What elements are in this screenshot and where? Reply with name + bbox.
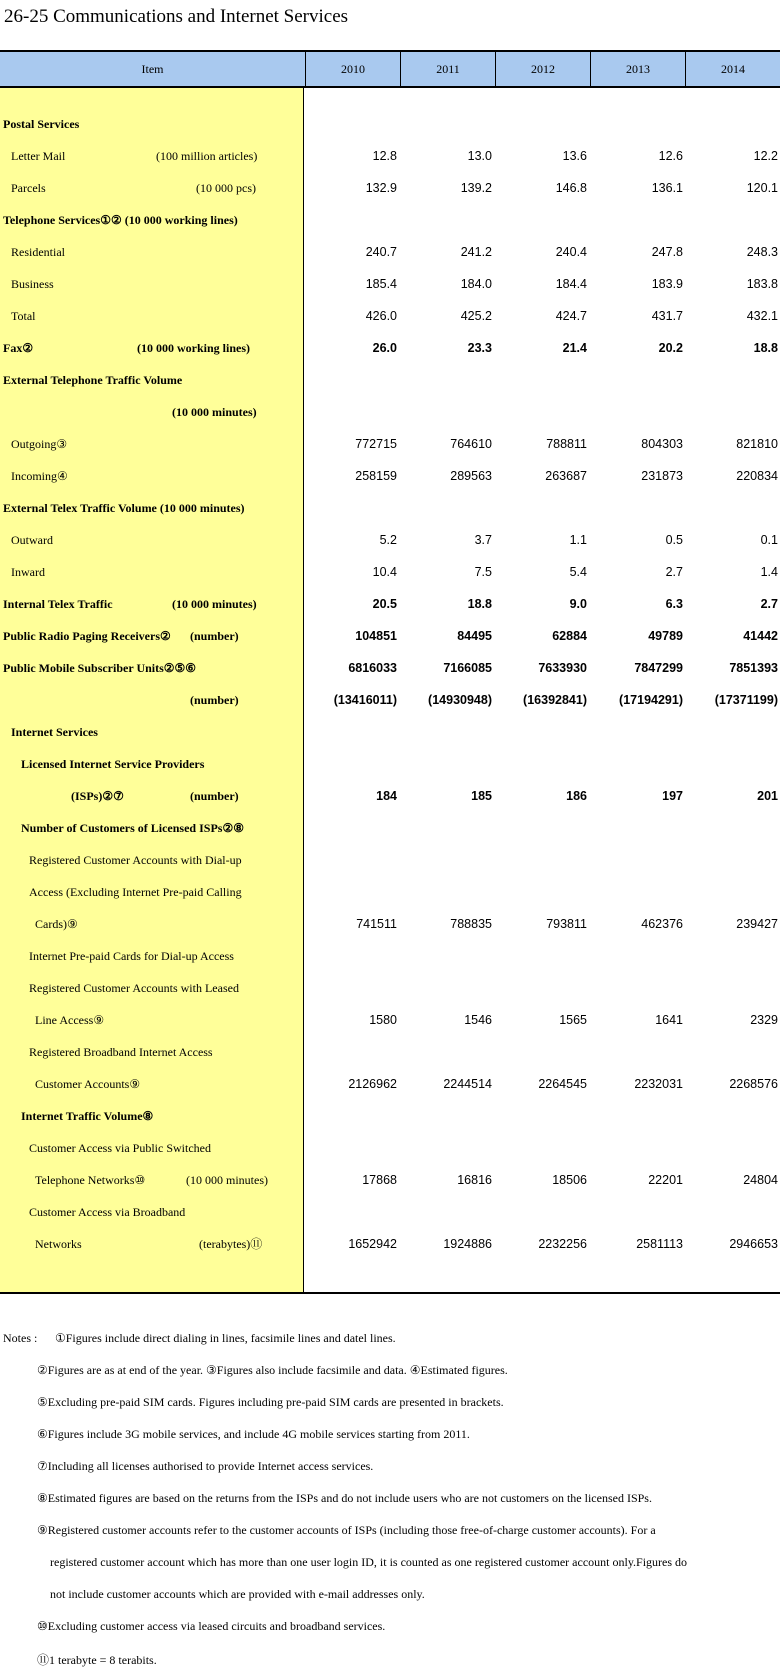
cell-2014: 41442 [743, 629, 778, 643]
row-label: Line Access⑨ [35, 1013, 105, 1027]
cell-2014 [668, 844, 778, 876]
table-row [0, 684, 780, 716]
row-label: Internet Traffic Volume⑧ [21, 1109, 154, 1123]
cell-2014: 220834 [736, 469, 778, 483]
table-row [0, 268, 780, 300]
cell-2011: 7.5 [474, 565, 492, 579]
cell-2013: 6.3 [665, 597, 683, 611]
cell-2014: (17371199) [714, 693, 778, 707]
table-row [0, 556, 780, 588]
cell-2011: 764610 [450, 437, 492, 451]
row-label: Number of Customers of Licensed ISPs②⑧ [21, 821, 244, 835]
row-label: Customer Access via Broadband [29, 1205, 186, 1219]
cell-2014 [668, 812, 778, 844]
cell-2011: (14930948) [428, 693, 492, 707]
row-unit: (number) [190, 789, 239, 803]
cell-2011 [382, 748, 492, 780]
row-unit: (10 000 pcs) [196, 181, 256, 195]
row-label: Public Radio Paging Receivers② [3, 629, 171, 643]
cell-2012 [477, 492, 587, 524]
row-unit: (10 000 minutes) [186, 1173, 268, 1187]
table-row [0, 364, 780, 396]
cell-2010 [287, 204, 397, 236]
cell-2011 [382, 1196, 492, 1228]
cell-2013: 197 [662, 789, 683, 803]
note-line: ②Figures are as at end of the year. ③Figures also include facsimile and data. ④Estimated figures. [37, 1363, 508, 1377]
cell-2013 [573, 940, 683, 972]
cell-2012: 263687 [545, 469, 587, 483]
cell-2012: 793811 [546, 917, 587, 931]
cell-2012 [477, 716, 587, 748]
cell-2011 [382, 1036, 492, 1068]
cell-2011: 23.3 [467, 341, 492, 355]
cell-2014: 239427 [736, 917, 778, 931]
row-label: Outward [11, 533, 53, 547]
row-label: Networks [35, 1237, 82, 1251]
cell-2011: 1924886 [443, 1237, 492, 1251]
cell-2011: 84495 [457, 629, 492, 643]
row-label: Inward [11, 565, 45, 579]
table-row [0, 460, 780, 492]
table-bottom-rule [0, 1292, 780, 1294]
cell-2012 [477, 1132, 587, 1164]
cell-2012 [477, 844, 587, 876]
cell-2010: 5.2 [379, 533, 397, 547]
row-label: Public Mobile Subscriber Units②⑤⑥ [3, 661, 197, 675]
row-label: Telephone Networks⑩ [35, 1173, 146, 1187]
cell-2010: 20.5 [372, 597, 397, 611]
cell-2010: (13416011) [333, 693, 397, 707]
cell-2013: (17194291) [619, 693, 683, 707]
cell-2014 [668, 748, 778, 780]
cell-2010 [287, 1036, 397, 1068]
table-row [0, 844, 780, 876]
cell-2012 [477, 1036, 587, 1068]
table-row [0, 972, 780, 1004]
table-row [0, 1132, 780, 1164]
cell-2013: 7847299 [634, 661, 683, 675]
header-year-2012: 2012 [495, 52, 590, 86]
header-year-2013: 2013 [590, 52, 685, 86]
cell-2012 [477, 876, 587, 908]
table-row [0, 204, 780, 236]
table-row [0, 396, 780, 428]
cell-2010 [287, 1100, 397, 1132]
cell-2010: 1652942 [348, 1237, 397, 1251]
cell-2010: 10.4 [372, 565, 397, 579]
cell-2012: 21.4 [562, 341, 587, 355]
cell-2010 [287, 364, 397, 396]
cell-2011 [382, 1100, 492, 1132]
cell-2013: 0.5 [665, 533, 683, 547]
cell-2014: 2.7 [760, 597, 778, 611]
cell-2013 [573, 396, 683, 428]
cell-2014 [668, 396, 778, 428]
cell-2010: 258159 [355, 469, 397, 483]
row-label: Letter Mail [11, 149, 66, 163]
cell-2011 [382, 972, 492, 1004]
cell-2014 [668, 876, 778, 908]
cell-2011 [382, 876, 492, 908]
cell-2011: 2244514 [443, 1077, 492, 1091]
row-label: Registered Broadband Internet Access [29, 1045, 213, 1059]
cell-2010 [287, 844, 397, 876]
table-row [0, 876, 780, 908]
row-label: Residential [11, 245, 65, 259]
table-row [0, 300, 780, 332]
row-unit: (100 million articles) [156, 149, 258, 163]
cell-2011: 1546 [464, 1013, 492, 1027]
note-line: not include customer accounts which are provided with e-mail addresses only. [50, 1587, 425, 1601]
cell-2012 [477, 108, 587, 140]
cell-2013 [573, 748, 683, 780]
cell-2013 [573, 1100, 683, 1132]
table-row [0, 492, 780, 524]
table-header [0, 50, 780, 88]
cell-2011 [382, 812, 492, 844]
row-label: Registered Customer Accounts with Dial-up [29, 853, 242, 867]
cell-2013: 2232031 [634, 1077, 683, 1091]
header-item: Item [141, 62, 164, 76]
cell-2014: 201 [757, 789, 778, 803]
cell-2010: 2126962 [348, 1077, 397, 1091]
row-unit: (10 000 minutes) [172, 597, 257, 611]
cell-2012 [477, 748, 587, 780]
cell-2010: 132.9 [365, 181, 397, 195]
cell-2013: 1641 [655, 1013, 683, 1027]
cell-2011: 425.2 [460, 309, 492, 323]
cell-2012: 1565 [559, 1013, 587, 1027]
cell-2014: 18.8 [753, 341, 778, 355]
cell-2013: 183.9 [651, 277, 683, 291]
cell-2010 [287, 876, 397, 908]
cell-2013: 12.6 [658, 149, 683, 163]
cell-2013: 20.2 [658, 341, 683, 355]
cell-2011: 185 [471, 789, 492, 803]
cell-2012 [477, 972, 587, 1004]
cell-2014: 248.3 [746, 245, 778, 259]
row-label: Registered Customer Accounts with Leased [29, 981, 239, 995]
cell-2012 [477, 396, 587, 428]
cell-2011 [382, 940, 492, 972]
cell-2010: 240.7 [365, 245, 397, 259]
cell-2013 [573, 812, 683, 844]
cell-2010: 184 [376, 789, 397, 803]
cell-2013: 136.1 [651, 181, 683, 195]
cell-2012 [477, 1196, 587, 1228]
row-label: Telephone Services①② (10 000 working lines) [3, 213, 238, 227]
note-line: registered customer account which has more than one user login ID, it is counted as one registered customer account only.Figures do [50, 1555, 688, 1569]
table-row [0, 524, 780, 556]
cell-2014: 183.8 [746, 277, 778, 291]
row-label: Access (Excluding Internet Pre-paid Calling [29, 885, 242, 899]
row-label: Cards)⑨ [35, 917, 78, 931]
page-title: 26-25 Communications and Internet Services [4, 6, 349, 27]
row-label: Total [11, 309, 36, 323]
cell-2010: 26.0 [372, 341, 397, 355]
cell-2011 [382, 492, 492, 524]
cell-2011: 13.0 [467, 149, 492, 163]
row-label: Internet Pre-paid Cards for Dial-up Access [29, 949, 234, 963]
row-label: (ISPs)②⑦ [71, 789, 124, 803]
cell-2013 [573, 876, 683, 908]
cell-2013: 462376 [641, 917, 683, 931]
table-row [0, 332, 780, 364]
cell-2013 [573, 844, 683, 876]
table-row [0, 908, 780, 940]
cell-2014 [668, 1132, 778, 1164]
row-unit: (number) [190, 693, 239, 707]
cell-2010: 12.8 [372, 149, 397, 163]
cell-2014: 0.1 [760, 533, 778, 547]
cell-2012 [477, 812, 587, 844]
cell-2014: 12.2 [753, 149, 778, 163]
cell-2011: 289563 [450, 469, 492, 483]
cell-2011 [382, 108, 492, 140]
cell-2011 [382, 364, 492, 396]
table-row [0, 588, 780, 620]
cell-2011 [382, 844, 492, 876]
cell-2012 [477, 940, 587, 972]
cell-2011 [382, 204, 492, 236]
cell-2013 [573, 204, 683, 236]
table-row [0, 1100, 780, 1132]
cell-2013: 49789 [648, 629, 683, 643]
cell-2013: 2.7 [665, 565, 683, 579]
cell-2013: 431.7 [651, 309, 683, 323]
cell-2012: 18506 [552, 1173, 587, 1187]
table-row [0, 1196, 780, 1228]
cell-2014: 7851393 [729, 661, 778, 675]
cell-2010: 772715 [355, 437, 397, 451]
cell-2014: 24804 [743, 1173, 778, 1187]
cell-2011 [382, 396, 492, 428]
cell-2010: 741511 [356, 917, 397, 931]
table-row [0, 108, 780, 140]
cell-2013 [573, 1196, 683, 1228]
row-label: Customer Access via Public Switched [29, 1141, 211, 1155]
cell-2012: 7633930 [538, 661, 587, 675]
cell-2011: 16816 [457, 1173, 492, 1187]
cell-2010 [287, 748, 397, 780]
cell-2011: 7166085 [443, 661, 492, 675]
cell-2012 [477, 1100, 587, 1132]
row-unit: (terabytes)⑪ [199, 1237, 263, 1251]
row-label: Internal Telex Traffic [3, 597, 113, 611]
table-row [0, 236, 780, 268]
cell-2010 [287, 492, 397, 524]
cell-2011: 18.8 [467, 597, 492, 611]
table-row [0, 428, 780, 460]
note-line: ⑨Registered customer accounts refer to the customer accounts of ISPs (including those free-of-charge customer accounts). For a [37, 1523, 656, 1537]
table-row [0, 1004, 780, 1036]
cell-2010: 185.4 [365, 277, 397, 291]
cell-2012: 2232256 [538, 1237, 587, 1251]
cell-2011: 241.2 [460, 245, 492, 259]
cell-2011: 139.2 [460, 181, 492, 195]
note-line: ⑧Estimated figures are based on the returns from the ISPs and do not include users who are not customers on the licensed ISPs. [37, 1491, 652, 1505]
cell-2012: 2264545 [538, 1077, 587, 1091]
cell-2014 [668, 204, 778, 236]
cell-2012: 146.8 [555, 181, 587, 195]
cell-2014: 1.4 [760, 565, 778, 579]
cell-2011: 788835 [450, 917, 492, 931]
table-row [0, 780, 780, 812]
row-unit: (number) [190, 629, 239, 643]
row-label: Customer Accounts⑨ [35, 1077, 141, 1091]
cell-2010 [287, 812, 397, 844]
cell-2013: 247.8 [651, 245, 683, 259]
table-row [0, 1036, 780, 1068]
note-line: ⑪1 terabyte = 8 terabits. [37, 1653, 157, 1667]
header-year-2010: 2010 [305, 52, 400, 86]
cell-2014 [668, 940, 778, 972]
cell-2012: 13.6 [562, 149, 587, 163]
cell-2013: 804303 [641, 437, 683, 451]
row-label: Postal Services [3, 117, 80, 131]
cell-2013: 2581113 [636, 1237, 683, 1251]
cell-2014 [668, 364, 778, 396]
cell-2013 [573, 972, 683, 1004]
cell-2014: 821810 [736, 437, 778, 451]
table-row [0, 1164, 780, 1196]
cell-2013 [573, 364, 683, 396]
cell-2013: 22201 [648, 1173, 683, 1187]
cell-2014: 120.1 [746, 181, 778, 195]
cell-2014: 432.1 [746, 309, 778, 323]
notes-label: Notes : [3, 1331, 38, 1345]
table-row [0, 140, 780, 172]
cell-2012: 1.1 [569, 533, 587, 547]
row-label: Outgoing③ [11, 437, 68, 451]
row-label: Business [11, 277, 54, 291]
table-row [0, 716, 780, 748]
header-year-2014: 2014 [685, 52, 780, 86]
cell-2010 [287, 396, 397, 428]
row-unit: (10 000 working lines) [137, 341, 251, 355]
cell-2013 [573, 492, 683, 524]
table-row [0, 748, 780, 780]
cell-2012: 240.4 [555, 245, 587, 259]
note-line: ⑤Excluding pre-paid SIM cards. Figures including pre-paid SIM cards are presented in brackets. [37, 1395, 504, 1409]
row-unit: (10 000 minutes) [172, 405, 257, 419]
cell-2012: 424.7 [555, 309, 587, 323]
cell-2010 [287, 108, 397, 140]
cell-2010 [287, 1196, 397, 1228]
cell-2014 [668, 716, 778, 748]
row-label: Internet Services [11, 725, 98, 739]
cell-2012: 62884 [552, 629, 587, 643]
note-line: ⑥Figures include 3G mobile services, and include 4G mobile services starting from 2011. [37, 1427, 470, 1441]
table-row [0, 940, 780, 972]
cell-2010 [287, 940, 397, 972]
cell-2011: 184.0 [460, 277, 492, 291]
cell-2012 [477, 204, 587, 236]
cell-2013: 231873 [641, 469, 683, 483]
cell-2014 [668, 492, 778, 524]
cell-2012 [477, 364, 587, 396]
header-year-2011: 2011 [400, 52, 495, 86]
cell-2013 [573, 716, 683, 748]
cell-2014: 2268576 [729, 1077, 778, 1091]
table-row [0, 172, 780, 204]
note-line: ⑩Excluding customer access via leased circuits and broadband services. [37, 1619, 386, 1633]
table-row [0, 1228, 780, 1260]
cell-2012: 184.4 [555, 277, 587, 291]
cell-2014 [668, 972, 778, 1004]
cell-2013 [573, 108, 683, 140]
row-label: External Telex Traffic Volume (10 000 minutes) [3, 501, 245, 515]
table-row [0, 1068, 780, 1100]
row-label: Incoming④ [11, 469, 68, 483]
cell-2013 [573, 1036, 683, 1068]
row-label: Fax② [3, 341, 34, 355]
cell-2012: 788811 [546, 437, 587, 451]
table-row [0, 620, 780, 652]
cell-2010 [287, 1132, 397, 1164]
cell-2011 [382, 1132, 492, 1164]
cell-2012: 9.0 [569, 597, 587, 611]
cell-2014 [668, 1036, 778, 1068]
cell-2010: 1580 [369, 1013, 397, 1027]
cell-2012: 5.4 [569, 565, 587, 579]
row-label: External Telephone Traffic Volume [3, 373, 183, 387]
cell-2010: 17868 [362, 1173, 397, 1187]
cell-2014: 2946653 [729, 1237, 778, 1251]
table-row [0, 652, 780, 684]
cell-2011 [382, 716, 492, 748]
cell-2012: (16392841) [523, 693, 587, 707]
cell-2010: 6816033 [348, 661, 397, 675]
cell-2010 [287, 716, 397, 748]
cell-2014 [668, 108, 778, 140]
cell-2010 [287, 972, 397, 1004]
cell-2010: 104851 [355, 629, 397, 643]
table-row [0, 812, 780, 844]
note-line: ①Figures include direct dialing in lines, facsimile lines and datel lines. [55, 1331, 396, 1345]
cell-2013 [573, 1132, 683, 1164]
cell-2014: 2329 [750, 1013, 778, 1027]
row-label: Licensed Internet Service Providers [21, 757, 205, 771]
cell-2014 [668, 1100, 778, 1132]
cell-2010: 426.0 [365, 309, 397, 323]
cell-2014 [668, 1196, 778, 1228]
row-label: Parcels [11, 181, 46, 195]
note-line: ⑦Including all licenses authorised to provide Internet access services. [37, 1459, 374, 1473]
cell-2011: 3.7 [474, 533, 492, 547]
cell-2012: 186 [566, 789, 587, 803]
